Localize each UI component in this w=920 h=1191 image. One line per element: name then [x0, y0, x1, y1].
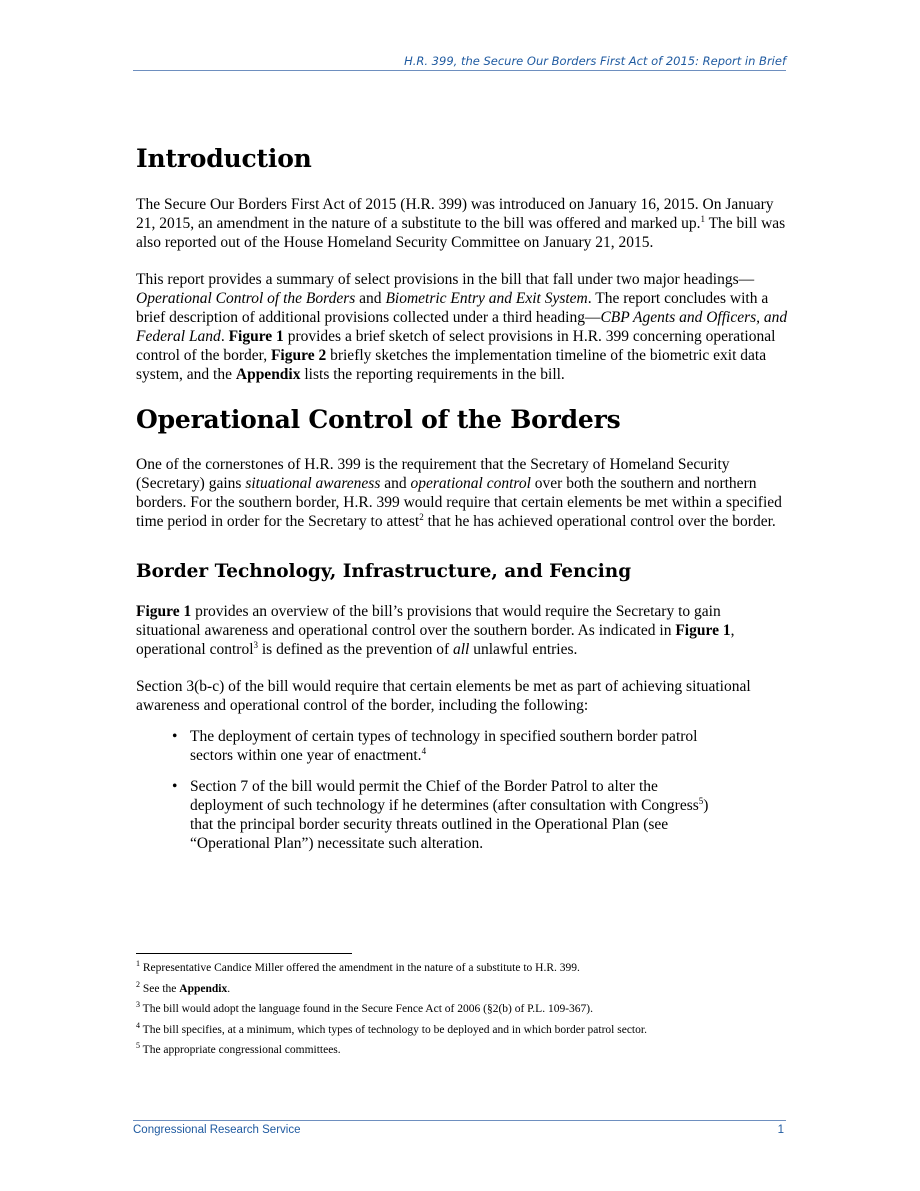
page-footer: [133, 1120, 786, 1136]
footnote-ref-1[interactable]: 1: [700, 213, 705, 224]
intro-paragraph-1: The Secure Our Borders First Act of 2015 (H.R. 399) was introduced on January 16, 2015. On January 21, 2015, an amendment in the nature of a substitute to the bill was offered and marked up.$^1$ The bill was also reported out of the House Homeland Security Committee on January 21, 2015.: [136, 196, 786, 251]
heading-operational-control: Operational Control of the Borders: [136, 405, 621, 434]
footnote-5: $^5$ The appropriate congressional committees.: [136, 1041, 341, 1056]
footnote-ref-3[interactable]: 3: [253, 639, 258, 650]
footnote-ref-4[interactable]: 4: [421, 745, 427, 756]
figure-2-reference[interactable]: Figure 2: [270, 347, 327, 364]
footer-organization: Congressional Research Service: [133, 1124, 301, 1136]
footnote-3: $^3$ The bill would adopt the language found in the Secure Fence Act of 2006 (§2(b) of P.L. 109-367).: [136, 1000, 593, 1015]
figure-1-reference[interactable]: Figure 1: [136, 603, 192, 620]
tech-paragraph-1: Figure 1 provides an overview of the bill’s provisions that would require the Secretary to gain situational awareness and operational control over the southern border. As indicated in Figure 1, operational control$^3$ is defined as the prevention of all unlawful entries.: [136, 603, 735, 658]
footnote-divider: [136, 953, 352, 954]
footnote-ref-2[interactable]: 2: [419, 511, 424, 522]
opcontrol-paragraph-1: One of the cornerstones of H.R. 399 is the requirement that the Secretary of Homeland Security (Secretary) gains situational awareness and operational control over both the southern and northern borders. For the southern border, H.R. 399 would require that certain elements be met within a specified time period in order for the Secretary to attest$^2$ that he has achieved operational control over the border.: [136, 456, 782, 530]
heading-introduction: Introduction: [136, 144, 312, 173]
figure-1-reference[interactable]: Figure 1: [228, 328, 284, 345]
page-body: [136, 143, 788, 853]
intro-paragraph-2: This report provides a summary of select provisions in the bill that fall under two major headings—Operational Control of the Borders and Biometric Entry and Exit System. The report concludes with a brief description of additional provisions collected under a third heading—CBP Agents and Officers, and Federal Land. Figure 1 provides a brief sketch of select provisions in H.R. 399 concerning operational control of the border, Figure 2 briefly sketches the implementation timeline of the biometric exit data system, and the Appendix lists the reporting requirements in the bill.: [136, 271, 788, 383]
footnote-2: $^2$ See the Appendix.: [136, 979, 231, 995]
footnote-4: $^4$ The bill specifies, at a minimum, which types of technology to be deployed and in which border patrol sector.: [136, 1020, 647, 1036]
appendix-reference[interactable]: Appendix: [235, 366, 301, 383]
bullet-icon: •: [172, 728, 178, 745]
heading-border-technology: Border Technology, Infrastructure, and Fencing: [136, 561, 632, 582]
list-item: • Section 7 of the bill would permit the Chief of the Border Patrol to alter the deployment of such technology if he determines (after consultation with Congress$^5$) that the principal border security threats outlined in the Operational Plan (see “Operational Plan”) necessitate such alteration.: [172, 778, 709, 852]
figure-1-reference[interactable]: Figure 1: [675, 622, 731, 639]
list-item: • The deployment of certain types of technology in specified southern border patrol sectors within one year of enactment.$^4$: [172, 728, 698, 764]
bullet-icon: •: [172, 778, 178, 795]
running-header-title: H.R. 399, the Secure Our Borders First Act of 2015: Report in Brief: [404, 54, 786, 68]
footnotes: [136, 961, 788, 1064]
requirements-list: [136, 727, 788, 853]
running-header: [133, 54, 786, 71]
footnote-1: $^1$ Representative Candice Miller offered the amendment in the nature of a substitute to H.R. 399.: [136, 959, 580, 974]
appendix-reference[interactable]: Appendix: [179, 982, 228, 995]
page-number: 1: [777, 1124, 784, 1136]
tech-paragraph-2: Section 3(b-c) of the bill would require that certain elements be met as part of achieving situational awareness and operational control of the border, including the following:: [136, 678, 751, 714]
footnote-ref-5[interactable]: 5: [698, 795, 704, 806]
